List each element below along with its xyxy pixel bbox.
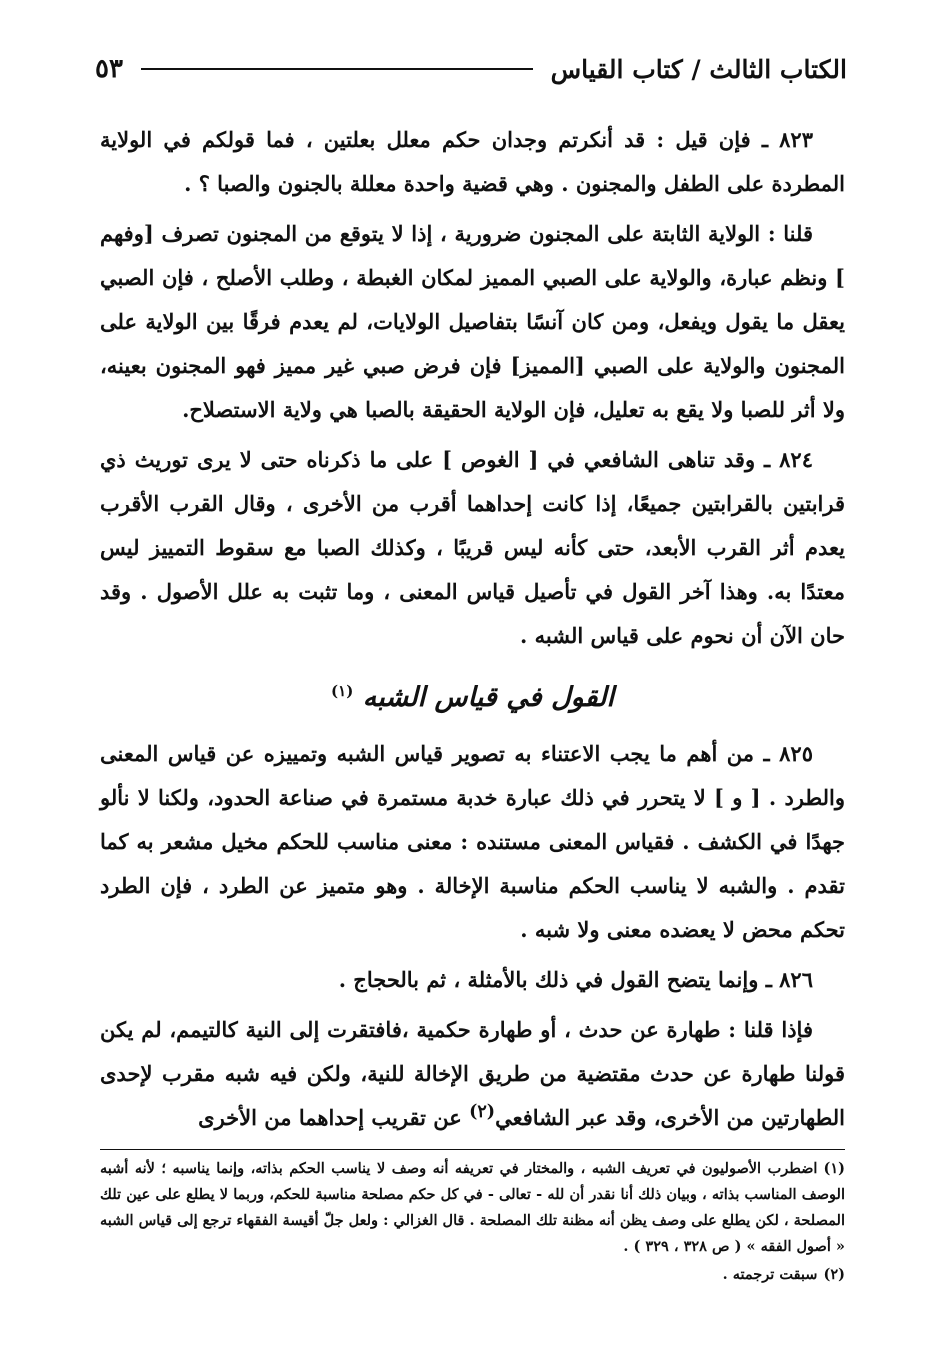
paragraph-823: ٨٢٣ ـ فإن قيل : قد أنكرتم وجدان حكم معلل بعلتين ، فما قولكم في الولاية المطردة على الطفل والمجنون . وهي قضية واحدة معللة بالجنون والصبا ؟ . xyxy=(100,127,845,196)
footnote-1-text: اضطرب الأصوليون في تعريف الشبه ، والمختار في تعريفه أنه وصف لا يناسب الحكم بذاته، وإنما يناسبه ؛ لأنه أشبه الوصف المناسب بذاته ، وبيان ذلك أنا نقدر أن لله - تعالى - في كل حكم مصلحة مناسبة للحكم، وربما لا يطلع على عين تلك المصلحة ، لكن يطلع على وصف يظن أنه مظنة تلك المصلحة . قال الغزالي : ولعل جلّ أقيسة الفقهاء ترجع إلى قياس الشبه « أصول الفقه » ( ص ٣٢٨ ، ٣٢٩ ) . xyxy=(100,1160,845,1255)
page-header xyxy=(95,46,847,92)
footnote-1 xyxy=(100,1156,845,1260)
example-text-before: فإذا قلنا : طهارة عن حدث ، أو طهارة حكمية ،فافتقرت إلى النية كالتيمم، لم يكن قولنا طهارة عن حدث مقتضية من طريق الإخالة للنية، ولكن فيه شبه مقرب لإحدى الطهارتين من الأخرى، وقد عبر الشافعي xyxy=(100,1017,845,1130)
page-number: ٥٣ xyxy=(95,54,123,84)
paragraph-825: ٨٢٥ ـ من أهم ما يجب الاعتناء به تصوير قياس الشبه وتمييزه عن قياس المعنى والطرد . [ و ] لا يتحرر في ذلك عبارة خدبة مستمرة في صناعة الحدود، ولكنا لا نألو جهدًا في الكشف . فقياس المعنى مستنده : معنى مناسب للحكم مخيل مشعر به كما تقدم . والشبه لا يناسب الحكم مناسبة الإخالة . وهو متميز عن الطرد ، فإن الطرد تحكم محض لا يعضده معنى ولا شبه . xyxy=(100,741,845,942)
footnote-2-text: سبقت ترجمته . xyxy=(722,1266,818,1283)
paragraph-826: ٨٢٦ ـ وإنما يتضح القول في ذلك بالأمثلة ، ثم بالحجاج . xyxy=(338,967,813,992)
header-rule xyxy=(141,68,533,70)
footnote-2-number: (٢) xyxy=(823,1266,845,1283)
footnote-ref-1: (١) xyxy=(331,682,354,700)
footnote-2 xyxy=(100,1262,845,1288)
paragraph-answer: قلنا : الولاية الثابتة على المجنون ضرورية ، إذا لا يتوقع من المجنون تصرف [وفهم ] ونظم عبارة، والولاية على الصبي المميز لمكان الغبطة ، وطلب الأصلح ، فإن الصبي يعقل ما يقول ويفعل، ومن كان آنسًا بتفاصيل الولايات، لم يعدم فرقًا بين الولاية على المجنون والولاية على الصبي [المميز] فإن فرض صبي غير مميز فهو المجنون بعينه، ولا أثر للصبا ولا يقع به تعليل، فإن الولاية الحقيقة بالصبا هي ولاية الاستصلاح. xyxy=(100,221,845,422)
main-text xyxy=(100,118,845,664)
example-text-after: عن تقريب إحداهما من الأخرى xyxy=(198,1105,470,1130)
paragraph-824: ٨٢٤ ـ وقد تناهى الشافعي في [ الغوص ] على ما ذكرناه حتى لا يرى توريث ذي قرابتين بالقرابتين جميعًا، إذا كانت إحداهما أقرب من الأخرى ، وقال القرب الأقرب يعدم أثر القرب الأبعد، حتى كأنه ليس قريبًا ، وكذلك الصبا مع سقوط التمييز ليس معتدًا به. وهذا آخر القول في تأصيل قياس المعنى ، وما تثبت به علل الأصول . وقد حان الآن أن نحوم على قياس الشبه . xyxy=(100,447,845,648)
section-heading-text: القول في قياس الشبه xyxy=(362,682,614,713)
footnote-1-number: (١) xyxy=(823,1160,845,1177)
paragraph-example xyxy=(100,1008,845,1140)
section-heading xyxy=(100,676,845,720)
footnotes xyxy=(100,1156,845,1290)
footnote-separator xyxy=(100,1149,845,1150)
main-text-continued xyxy=(100,732,845,1146)
running-title: الكتاب الثالث / كتاب القياس xyxy=(550,54,847,84)
footnote-ref-2: (٢) xyxy=(469,1102,496,1122)
